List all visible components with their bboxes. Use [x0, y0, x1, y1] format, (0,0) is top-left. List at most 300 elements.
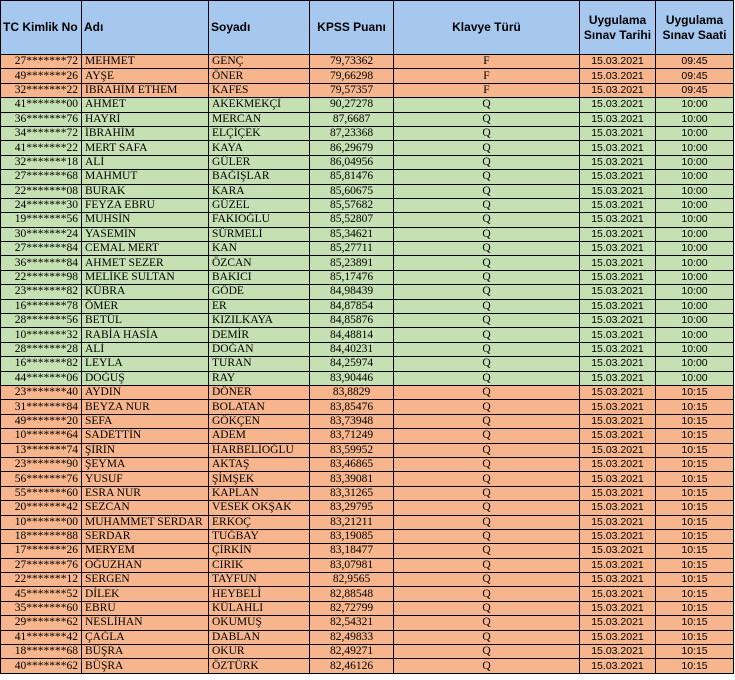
cell-saat: 10:15 — [656, 529, 734, 543]
cell-tc: 49*******26 — [1, 69, 82, 83]
cell-ad: EBRU — [82, 601, 209, 615]
cell-saat: 10:00 — [656, 256, 734, 270]
cell-puan: 84,87854 — [310, 299, 394, 313]
cell-klavye: Q — [394, 630, 580, 644]
header-tarih — [580, 1, 656, 55]
cell-klavye: Q — [394, 414, 580, 428]
cell-tarih: 15.03.2021 — [580, 242, 656, 256]
cell-ad: NESLİHAN — [82, 616, 209, 630]
cell-soyad: AKTAŞ — [209, 457, 310, 471]
header-klavye: Klavye Türü — [394, 1, 580, 55]
cell-saat: 10:00 — [656, 184, 734, 198]
table-row — [1, 227, 734, 241]
cell-soyad: DEMİR — [209, 328, 310, 342]
cell-klavye: Q — [394, 616, 580, 630]
header-tc: TC Kimlik No — [1, 1, 82, 55]
cell-ad: FEYZA EBRU — [82, 198, 209, 212]
cell-tc: 40*******62 — [1, 659, 82, 673]
cell-klavye: Q — [394, 486, 580, 500]
cell-soyad: OKUMUŞ — [209, 616, 310, 630]
table-row — [1, 529, 734, 543]
cell-puan: 79,66298 — [310, 69, 394, 83]
cell-ad: YUSUF — [82, 472, 209, 486]
cell-tarih: 15.03.2021 — [580, 573, 656, 587]
cell-saat: 10:00 — [656, 270, 734, 284]
cell-puan: 82,88548 — [310, 587, 394, 601]
cell-soyad: HEYBELİ — [209, 587, 310, 601]
cell-ad: DİLEK — [82, 587, 209, 601]
cell-tarih: 15.03.2021 — [580, 601, 656, 615]
cell-tc: 55*******60 — [1, 486, 82, 500]
cell-puan: 83,71249 — [310, 429, 394, 443]
cell-klavye: Q — [394, 400, 580, 414]
table-row — [1, 55, 734, 69]
table-row — [1, 155, 734, 169]
cell-tarih: 15.03.2021 — [580, 486, 656, 500]
cell-soyad: GÜZEL — [209, 198, 310, 212]
cell-ad: MERYEM — [82, 544, 209, 558]
cell-tarih: 15.03.2021 — [580, 256, 656, 270]
cell-ad: CEMAL MERT — [82, 242, 209, 256]
cell-saat: 10:15 — [656, 486, 734, 500]
table-row — [1, 616, 734, 630]
cell-puan: 90,27278 — [310, 98, 394, 112]
cell-soyad: TUĞBAY — [209, 529, 310, 543]
cell-tarih: 15.03.2021 — [580, 659, 656, 673]
cell-klavye: Q — [394, 155, 580, 169]
cell-klavye: Q — [394, 371, 580, 385]
cell-ad: ÖMER — [82, 299, 209, 313]
cell-soyad: TURAN — [209, 357, 310, 371]
cell-saat: 10:00 — [656, 170, 734, 184]
cell-ad: AHMET SEZER — [82, 256, 209, 270]
cell-ad: SERDAR — [82, 529, 209, 543]
cell-klavye: Q — [394, 328, 580, 342]
cell-puan: 82,49271 — [310, 645, 394, 659]
cell-saat: 09:45 — [656, 55, 734, 69]
cell-tarih: 15.03.2021 — [580, 227, 656, 241]
cell-tc: 23*******82 — [1, 285, 82, 299]
cell-tc: 41*******00 — [1, 98, 82, 112]
cell-tc: 17*******26 — [1, 544, 82, 558]
cell-tc: 10*******32 — [1, 328, 82, 342]
cell-soyad: BAKICI — [209, 270, 310, 284]
cell-tarih: 15.03.2021 — [580, 55, 656, 69]
cell-saat: 09:45 — [656, 69, 734, 83]
table-row — [1, 400, 734, 414]
cell-tarih: 15.03.2021 — [580, 314, 656, 328]
table-row — [1, 371, 734, 385]
table-row — [1, 486, 734, 500]
cell-klavye: Q — [394, 342, 580, 356]
header-saat-line1: Uygulama — [665, 12, 724, 27]
cell-klavye: Q — [394, 184, 580, 198]
cell-tarih: 15.03.2021 — [580, 141, 656, 155]
cell-tarih: 15.03.2021 — [580, 544, 656, 558]
cell-klavye: Q — [394, 227, 580, 241]
cell-tarih: 15.03.2021 — [580, 616, 656, 630]
cell-saat: 10:00 — [656, 141, 734, 155]
cell-soyad: ER — [209, 299, 310, 313]
cell-ad: SERGEN — [82, 573, 209, 587]
cell-ad: İBRAHİM — [82, 126, 209, 140]
cell-ad: SADETTİN — [82, 429, 209, 443]
cell-ad: BURAK — [82, 184, 209, 198]
cell-tc: 16*******82 — [1, 357, 82, 371]
cell-saat: 10:00 — [656, 126, 734, 140]
cell-saat: 10:15 — [656, 457, 734, 471]
table-row — [1, 357, 734, 371]
cell-klavye: Q — [394, 659, 580, 673]
cell-puan: 85,23891 — [310, 256, 394, 270]
cell-soyad: TAYFUN — [209, 573, 310, 587]
cell-soyad: CIRIK — [209, 558, 310, 572]
cell-tarih: 15.03.2021 — [580, 529, 656, 543]
cell-tarih: 15.03.2021 — [580, 472, 656, 486]
cell-tarih: 15.03.2021 — [580, 184, 656, 198]
cell-tc: 44*******06 — [1, 371, 82, 385]
table-row — [1, 299, 734, 313]
table-row — [1, 83, 734, 97]
cell-tc: 13*******74 — [1, 443, 82, 457]
cell-tc: 49*******20 — [1, 414, 82, 428]
cell-tc: 35*******60 — [1, 601, 82, 615]
cell-tc: 22*******98 — [1, 270, 82, 284]
table-row — [1, 98, 734, 112]
cell-saat: 10:15 — [656, 558, 734, 572]
cell-puan: 79,73362 — [310, 55, 394, 69]
cell-ad: HAYRİ — [82, 112, 209, 126]
table-row — [1, 501, 734, 515]
cell-ad: MAHMUT — [82, 170, 209, 184]
cell-klavye: Q — [394, 141, 580, 155]
cell-klavye: Q — [394, 385, 580, 399]
cell-saat: 10:15 — [656, 573, 734, 587]
cell-klavye: Q — [394, 285, 580, 299]
cell-tc: 32*******18 — [1, 155, 82, 169]
cell-puan: 85,81476 — [310, 170, 394, 184]
cell-soyad: KAPLAN — [209, 486, 310, 500]
cell-soyad: VESEK OKŞAK — [209, 501, 310, 515]
cell-tc: 27*******72 — [1, 55, 82, 69]
table-row — [1, 630, 734, 644]
cell-saat: 10:15 — [656, 645, 734, 659]
cell-puan: 83,39081 — [310, 472, 394, 486]
cell-puan: 86,04956 — [310, 155, 394, 169]
cell-ad: ŞEYMA — [82, 457, 209, 471]
cell-ad: MUHSİN — [82, 213, 209, 227]
cell-klavye: F — [394, 69, 580, 83]
cell-klavye: Q — [394, 573, 580, 587]
cell-ad: MERT SAFA — [82, 141, 209, 155]
table-row — [1, 69, 734, 83]
cell-ad: KÜBRA — [82, 285, 209, 299]
cell-saat: 09:45 — [656, 83, 734, 97]
table-row — [1, 659, 734, 673]
cell-klavye: Q — [394, 529, 580, 543]
cell-saat: 10:15 — [656, 659, 734, 673]
cell-puan: 85,52807 — [310, 213, 394, 227]
cell-puan: 87,23368 — [310, 126, 394, 140]
cell-saat: 10:15 — [656, 443, 734, 457]
cell-tarih: 15.03.2021 — [580, 155, 656, 169]
cell-tc: 22*******08 — [1, 184, 82, 198]
cell-puan: 84,98439 — [310, 285, 394, 299]
cell-tarih: 15.03.2021 — [580, 112, 656, 126]
cell-ad: AYŞE — [82, 69, 209, 83]
cell-tc: 28*******28 — [1, 342, 82, 356]
cell-puan: 79,57357 — [310, 83, 394, 97]
header-saat — [656, 1, 734, 55]
cell-saat: 10:15 — [656, 630, 734, 644]
cell-klavye: Q — [394, 544, 580, 558]
cell-soyad: KAN — [209, 242, 310, 256]
cell-soyad: BAĞIŞLAR — [209, 170, 310, 184]
cell-puan: 84,48814 — [310, 328, 394, 342]
cell-klavye: F — [394, 83, 580, 97]
cell-saat: 10:15 — [656, 472, 734, 486]
cell-tarih: 15.03.2021 — [580, 342, 656, 356]
header-puan: KPSS Puanı — [310, 1, 394, 55]
cell-klavye: Q — [394, 170, 580, 184]
cell-tarih: 15.03.2021 — [580, 328, 656, 342]
cell-klavye: Q — [394, 645, 580, 659]
cell-soyad: ERKOÇ — [209, 515, 310, 529]
cell-ad: BETÜL — [82, 314, 209, 328]
cell-tarih: 15.03.2021 — [580, 645, 656, 659]
cell-tarih: 15.03.2021 — [580, 285, 656, 299]
cell-tarih: 15.03.2021 — [580, 457, 656, 471]
cell-soyad: GÖKÇEN — [209, 414, 310, 428]
cell-soyad: MERCAN — [209, 112, 310, 126]
table-row — [1, 385, 734, 399]
cell-tc: 27*******84 — [1, 242, 82, 256]
cell-saat: 10:00 — [656, 314, 734, 328]
cell-tarih: 15.03.2021 — [580, 83, 656, 97]
cell-puan: 83,8829 — [310, 385, 394, 399]
cell-saat: 10:00 — [656, 213, 734, 227]
cell-ad: ALİ — [82, 342, 209, 356]
cell-klavye: Q — [394, 357, 580, 371]
cell-tarih: 15.03.2021 — [580, 414, 656, 428]
cell-soyad: KAFES — [209, 83, 310, 97]
cell-tarih: 15.03.2021 — [580, 400, 656, 414]
cell-tc: 34*******72 — [1, 126, 82, 140]
cell-saat: 10:15 — [656, 544, 734, 558]
table-row — [1, 342, 734, 356]
cell-tc: 32*******22 — [1, 83, 82, 97]
cell-klavye: F — [394, 55, 580, 69]
cell-klavye: Q — [394, 515, 580, 529]
cell-tc: 18*******88 — [1, 529, 82, 543]
cell-soyad: ELÇİÇEK — [209, 126, 310, 140]
cell-tc: 27*******68 — [1, 170, 82, 184]
cell-saat: 10:00 — [656, 357, 734, 371]
table-row — [1, 126, 734, 140]
header-soyad: Soyadı — [209, 1, 310, 55]
table-row — [1, 213, 734, 227]
cell-tc: 19*******56 — [1, 213, 82, 227]
table-row — [1, 544, 734, 558]
cell-klavye: Q — [394, 98, 580, 112]
cell-tc: 16*******78 — [1, 299, 82, 313]
table-row — [1, 645, 734, 659]
table-row — [1, 256, 734, 270]
table-row — [1, 472, 734, 486]
cell-soyad: DÖNER — [209, 385, 310, 399]
cell-klavye: Q — [394, 472, 580, 486]
cell-puan: 85,27711 — [310, 242, 394, 256]
cell-tarih: 15.03.2021 — [580, 385, 656, 399]
cell-soyad: RAY — [209, 371, 310, 385]
cell-puan: 83,07981 — [310, 558, 394, 572]
cell-soyad: KARA — [209, 184, 310, 198]
table-row — [1, 141, 734, 155]
cell-puan: 83,29795 — [310, 501, 394, 515]
cell-ad: MELİKE SULTAN — [82, 270, 209, 284]
table-row — [1, 573, 734, 587]
cell-tarih: 15.03.2021 — [580, 371, 656, 385]
cell-puan: 82,72799 — [310, 601, 394, 615]
cell-saat: 10:00 — [656, 342, 734, 356]
cell-soyad: SÜRMELİ — [209, 227, 310, 241]
cell-tarih: 15.03.2021 — [580, 501, 656, 515]
header-tarih-line1: Uygulama — [588, 12, 647, 27]
cell-saat: 10:15 — [656, 400, 734, 414]
cell-puan: 83,59952 — [310, 443, 394, 457]
cell-klavye: Q — [394, 443, 580, 457]
cell-puan: 87,6687 — [310, 112, 394, 126]
cell-ad: YASEMİN — [82, 227, 209, 241]
cell-klavye: Q — [394, 314, 580, 328]
cell-ad: RABİA HASİA — [82, 328, 209, 342]
cell-ad: ÇAĞLA — [82, 630, 209, 644]
cell-saat: 10:15 — [656, 587, 734, 601]
cell-soyad: ÖZTÜRK — [209, 659, 310, 673]
cell-ad: LEYLA — [82, 357, 209, 371]
cell-ad: BÜŞRA — [82, 659, 209, 673]
cell-tc: 23*******90 — [1, 457, 82, 471]
cell-tc: 36*******84 — [1, 256, 82, 270]
table-row — [1, 515, 734, 529]
cell-ad: AHMET — [82, 98, 209, 112]
cell-soyad: HARBELİOĞLU — [209, 443, 310, 457]
header-row — [1, 1, 734, 55]
cell-klavye: Q — [394, 242, 580, 256]
table-row — [1, 184, 734, 198]
table-row — [1, 414, 734, 428]
cell-tc: 30*******24 — [1, 227, 82, 241]
cell-puan: 83,19085 — [310, 529, 394, 543]
cell-soyad: DOĞAN — [209, 342, 310, 356]
cell-tarih: 15.03.2021 — [580, 270, 656, 284]
cell-puan: 83,46865 — [310, 457, 394, 471]
cell-tarih: 15.03.2021 — [580, 213, 656, 227]
cell-puan: 83,18477 — [310, 544, 394, 558]
cell-tc: 31*******84 — [1, 400, 82, 414]
cell-tarih: 15.03.2021 — [580, 357, 656, 371]
cell-puan: 83,73948 — [310, 414, 394, 428]
cell-saat: 10:15 — [656, 515, 734, 529]
cell-saat: 10:00 — [656, 112, 734, 126]
cell-saat: 10:00 — [656, 371, 734, 385]
table-row — [1, 601, 734, 615]
cell-soyad: DABLAN — [209, 630, 310, 644]
cell-ad: BEYZA NUR — [82, 400, 209, 414]
cell-puan: 85,57682 — [310, 198, 394, 212]
cell-klavye: Q — [394, 112, 580, 126]
cell-tarih: 15.03.2021 — [580, 429, 656, 443]
cell-soyad: ÇİRKİN — [209, 544, 310, 558]
cell-puan: 82,9565 — [310, 573, 394, 587]
cell-puan: 85,34621 — [310, 227, 394, 241]
cell-klavye: Q — [394, 198, 580, 212]
cell-saat: 10:15 — [656, 429, 734, 443]
cell-tc: 23*******40 — [1, 385, 82, 399]
cell-klavye: Q — [394, 501, 580, 515]
cell-soyad: KIZILKAYA — [209, 314, 310, 328]
cell-saat: 10:00 — [656, 299, 734, 313]
table-row — [1, 314, 734, 328]
cell-puan: 83,31265 — [310, 486, 394, 500]
cell-saat: 10:15 — [656, 385, 734, 399]
cell-ad: MUHAMMET SERDAR — [82, 515, 209, 529]
cell-saat: 10:00 — [656, 155, 734, 169]
cell-tc: 36*******76 — [1, 112, 82, 126]
cell-soyad: GENÇ — [209, 55, 310, 69]
cell-tarih: 15.03.2021 — [580, 98, 656, 112]
cell-tarih: 15.03.2021 — [580, 198, 656, 212]
cell-soyad: KÜLAHLI — [209, 601, 310, 615]
cell-soyad: ADEM — [209, 429, 310, 443]
cell-klavye: Q — [394, 587, 580, 601]
cell-saat: 10:00 — [656, 227, 734, 241]
cell-puan: 86,29679 — [310, 141, 394, 155]
cell-puan: 83,21211 — [310, 515, 394, 529]
cell-soyad: ÖZCAN — [209, 256, 310, 270]
cell-klavye: Q — [394, 429, 580, 443]
table-row — [1, 457, 734, 471]
cell-soyad: OKUR — [209, 645, 310, 659]
cell-soyad: ŞİMŞEK — [209, 472, 310, 486]
table-row — [1, 198, 734, 212]
cell-ad: İBRAHİM ETHEM — [82, 83, 209, 97]
cell-ad: AYDIN — [82, 385, 209, 399]
cell-tc: 41*******22 — [1, 141, 82, 155]
cell-puan: 82,49833 — [310, 630, 394, 644]
header-ad: Adı — [82, 1, 209, 55]
table-row — [1, 443, 734, 457]
cell-puan: 83,90446 — [310, 371, 394, 385]
cell-ad: BÜŞRA — [82, 645, 209, 659]
cell-puan: 82,46126 — [310, 659, 394, 673]
cell-puan: 85,17476 — [310, 270, 394, 284]
cell-tarih: 15.03.2021 — [580, 170, 656, 184]
cell-saat: 10:15 — [656, 501, 734, 515]
cell-tc: 20*******42 — [1, 501, 82, 515]
cell-tarih: 15.03.2021 — [580, 299, 656, 313]
cell-tarih: 15.03.2021 — [580, 558, 656, 572]
table-row — [1, 328, 734, 342]
cell-saat: 10:00 — [656, 98, 734, 112]
cell-klavye: Q — [394, 457, 580, 471]
cell-tarih: 15.03.2021 — [580, 126, 656, 140]
cell-ad: SEFA — [82, 414, 209, 428]
cell-tc: 10*******00 — [1, 515, 82, 529]
cell-tarih: 15.03.2021 — [580, 515, 656, 529]
table-row — [1, 285, 734, 299]
header-saat-line2: Sınav Saati — [662, 27, 727, 42]
